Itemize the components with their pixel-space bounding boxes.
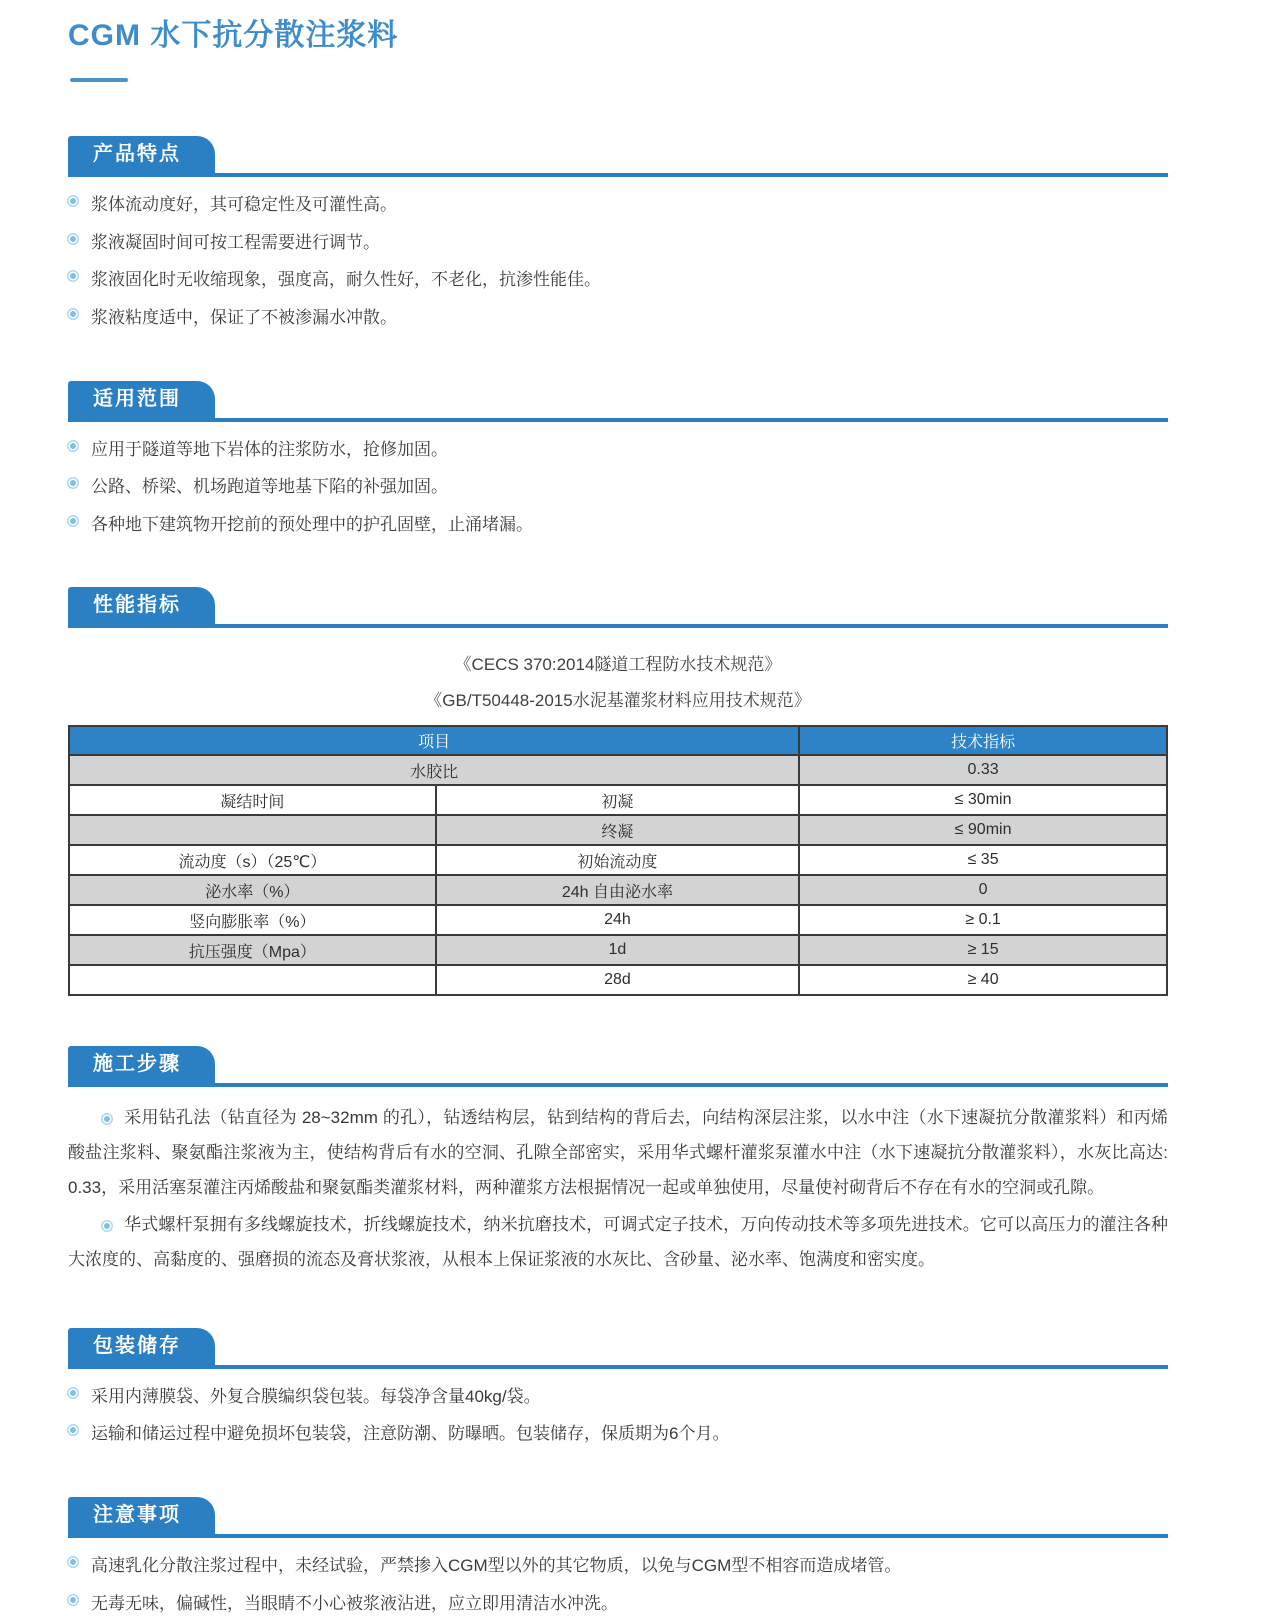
table-cell: 初凝 (436, 785, 799, 815)
table-cell: 泌水率（%） (69, 875, 436, 905)
list-item (68, 231, 1168, 256)
notes-list (68, 1554, 1168, 1616)
performance-table-body (69, 755, 1167, 995)
double-circle-bullet-icon (70, 1597, 76, 1603)
table-cell: ≥ 15 (799, 935, 1167, 965)
table-cell: ≤ 35 (799, 845, 1167, 875)
list-item-text: 无毒无味，偏碱性，当眼睛不小心被浆液沾进，应立即用清洁水冲洗。 (91, 1593, 618, 1613)
section-construction (68, 1046, 1168, 1277)
table-row (69, 845, 1167, 875)
page-title: CGM 水下抗分散注浆料 (68, 19, 399, 52)
table-cell: ≥ 0.1 (799, 905, 1167, 935)
section-features (68, 136, 1168, 331)
list-item (68, 1592, 1168, 1616)
table-cell: ≤ 30min (799, 785, 1167, 815)
list-item (68, 306, 1168, 331)
double-circle-bullet-icon (70, 1559, 76, 1565)
list-item-text: 运输和储运过程中避免损坏包装袋，注意防潮、防曝晒。包装储存，保质期为6个月。 (91, 1424, 730, 1444)
list-item-text: 公路、桥梁、机场跑道等地基下陷的补强加固。 (91, 477, 448, 497)
double-circle-bullet-icon (70, 1390, 76, 1396)
section-tab-construction: 施工步骤 (68, 1046, 215, 1083)
section-packaging (68, 1328, 1168, 1447)
table-row (69, 935, 1167, 965)
list-item-text: 浆体流动度好，其可稳定性及可灌性高。 (91, 195, 397, 214)
double-circle-bullet-icon (70, 273, 76, 279)
list-item (68, 1385, 1168, 1410)
table-row (69, 785, 1167, 815)
features-list (68, 193, 1168, 331)
standard-reference: 《CECS 370:2014隧道工程防水技术规范》 (454, 655, 782, 675)
table-cell: 终凝 (436, 815, 799, 845)
table-cell: 抗压强度（Mpa） (69, 935, 436, 965)
list-item-text: 浆液固化时无收缩现象，强度高，耐久性好，不老化，抗渗性能佳。 (91, 270, 601, 290)
double-circle-bullet-icon (70, 518, 76, 524)
paragraph (68, 1101, 1168, 1206)
table-row (69, 815, 1167, 845)
double-circle-bullet-icon (104, 1223, 110, 1229)
section-header-rule (68, 381, 1168, 422)
section-tab-features: 产品特点 (68, 136, 215, 173)
list-item (68, 193, 1168, 218)
list-item-text: 采用内薄膜袋、外复合膜编织袋包装。每袋净含量40kg/袋。 (91, 1386, 541, 1406)
table-row (69, 905, 1167, 935)
list-item-text: 浆液粘度适中，保证了不被渗漏水冲散。 (91, 307, 397, 327)
table-cell: 凝结时间 (69, 785, 436, 815)
table-cell: 24h 自由泌水率 (436, 875, 799, 905)
list-item (68, 475, 1168, 500)
section-performance (68, 587, 1168, 996)
table-header-row (69, 726, 1167, 755)
paragraph-text: 采用钻孔法（钻直径为 28~32mm 的孔），钻透结构层，钻到结构的背后去，向结构深层注浆，以水中注（水下速凝抗分散灌浆料）和丙烯酸盐注浆料、聚氨酯注浆液为主，使结构背后有水的空洞、孔隙全部密实，采用华式螺杆灌浆泵灌水中注（水下速凝抗分散灌浆料），水灰比高达: 0.33，采用活塞泵灌注丙烯酸盐和聚氨酯类灌浆材料，两种灌浆方法根据情况一起或单独使用，尽量使衬砌背后不存在有水的空洞或孔隙。 (68, 1108, 1168, 1198)
list-item-text: 各种地下建筑物开挖前的预处理中的护孔固壁，止涌堵漏。 (91, 514, 533, 534)
standard-reference: 《GB/T50448-2015水泥基灌浆材料应用技术规范》 (425, 691, 811, 711)
list-item (68, 268, 1168, 293)
section-tab-notes: 注意事项 (68, 1497, 215, 1534)
table-cell: 24h (436, 905, 799, 935)
table-row (69, 965, 1167, 995)
table-cell: 初始流动度 (436, 845, 799, 875)
list-item-text: 浆液凝固时间可按工程需要进行调节。 (91, 232, 380, 252)
section-tab-scope: 适用范围 (68, 381, 215, 418)
construction-paragraphs (68, 1101, 1168, 1277)
table-cell: 竖向膨胀率（%） (69, 905, 436, 935)
double-circle-bullet-icon (70, 443, 76, 449)
double-circle-bullet-icon (70, 236, 76, 242)
table-cell: 流动度（s）（25℃） (69, 845, 436, 875)
section-header-rule (68, 1328, 1168, 1369)
standard-references (68, 650, 1168, 711)
table-cell: 28d (436, 965, 799, 995)
title-underline (70, 78, 128, 82)
section-header-rule (68, 1497, 1168, 1538)
scope-list (68, 438, 1168, 538)
section-header-rule (68, 1046, 1168, 1087)
list-item (68, 438, 1168, 463)
table-row (69, 875, 1167, 905)
table-cell: 1d (436, 935, 799, 965)
table-header-spec: 技术指标 (799, 726, 1167, 755)
paragraph-text: 华式螺杆泵拥有多线螺旋技术，折线螺旋技术，纳米抗磨技术，可调式定子技术，万向传动技术等多项先进技术。它可以高压力的灌注各种大浓度的、高黏度的、强磨损的流态及膏状浆液，从根本上保证浆液的水灰比、含砂量、泌水率、饱满度和密实度。 (68, 1215, 1168, 1269)
paragraph (68, 1208, 1168, 1278)
double-circle-bullet-icon (70, 1427, 76, 1433)
table-cell: ≤ 90min (799, 815, 1167, 845)
section-tab-performance: 性能指标 (68, 587, 215, 624)
double-circle-bullet-icon (70, 480, 76, 486)
table-cell: ≥ 40 (799, 965, 1167, 995)
list-item (68, 1422, 1168, 1447)
double-circle-bullet-icon (104, 1116, 110, 1122)
table-cell (69, 815, 436, 845)
table-cell (69, 965, 436, 995)
section-tab-packaging: 包装储存 (68, 1328, 215, 1365)
double-circle-bullet-icon (70, 198, 76, 204)
packaging-list (68, 1385, 1168, 1447)
list-item-text: 应用于隧道等地下岩体的注浆防水，抢修加固。 (91, 439, 448, 459)
section-header-rule (68, 587, 1168, 628)
section-scope (68, 381, 1168, 538)
table-cell: 0.33 (799, 755, 1167, 785)
table-header-item: 项目 (69, 726, 799, 755)
list-item (68, 513, 1168, 538)
section-notes (68, 1497, 1168, 1616)
table-cell: 水胶比 (69, 755, 799, 785)
table-row (69, 755, 1167, 785)
performance-table (68, 725, 1168, 996)
section-header-rule (68, 136, 1168, 177)
table-cell: 0 (799, 875, 1167, 905)
list-item-text: 高速乳化分散注浆过程中，未经试验，严禁掺入CGM型以外的其它物质，以免与CGM型不相容而造成堵管。 (91, 1555, 902, 1575)
double-circle-bullet-icon (70, 311, 76, 317)
list-item (68, 1554, 1168, 1579)
